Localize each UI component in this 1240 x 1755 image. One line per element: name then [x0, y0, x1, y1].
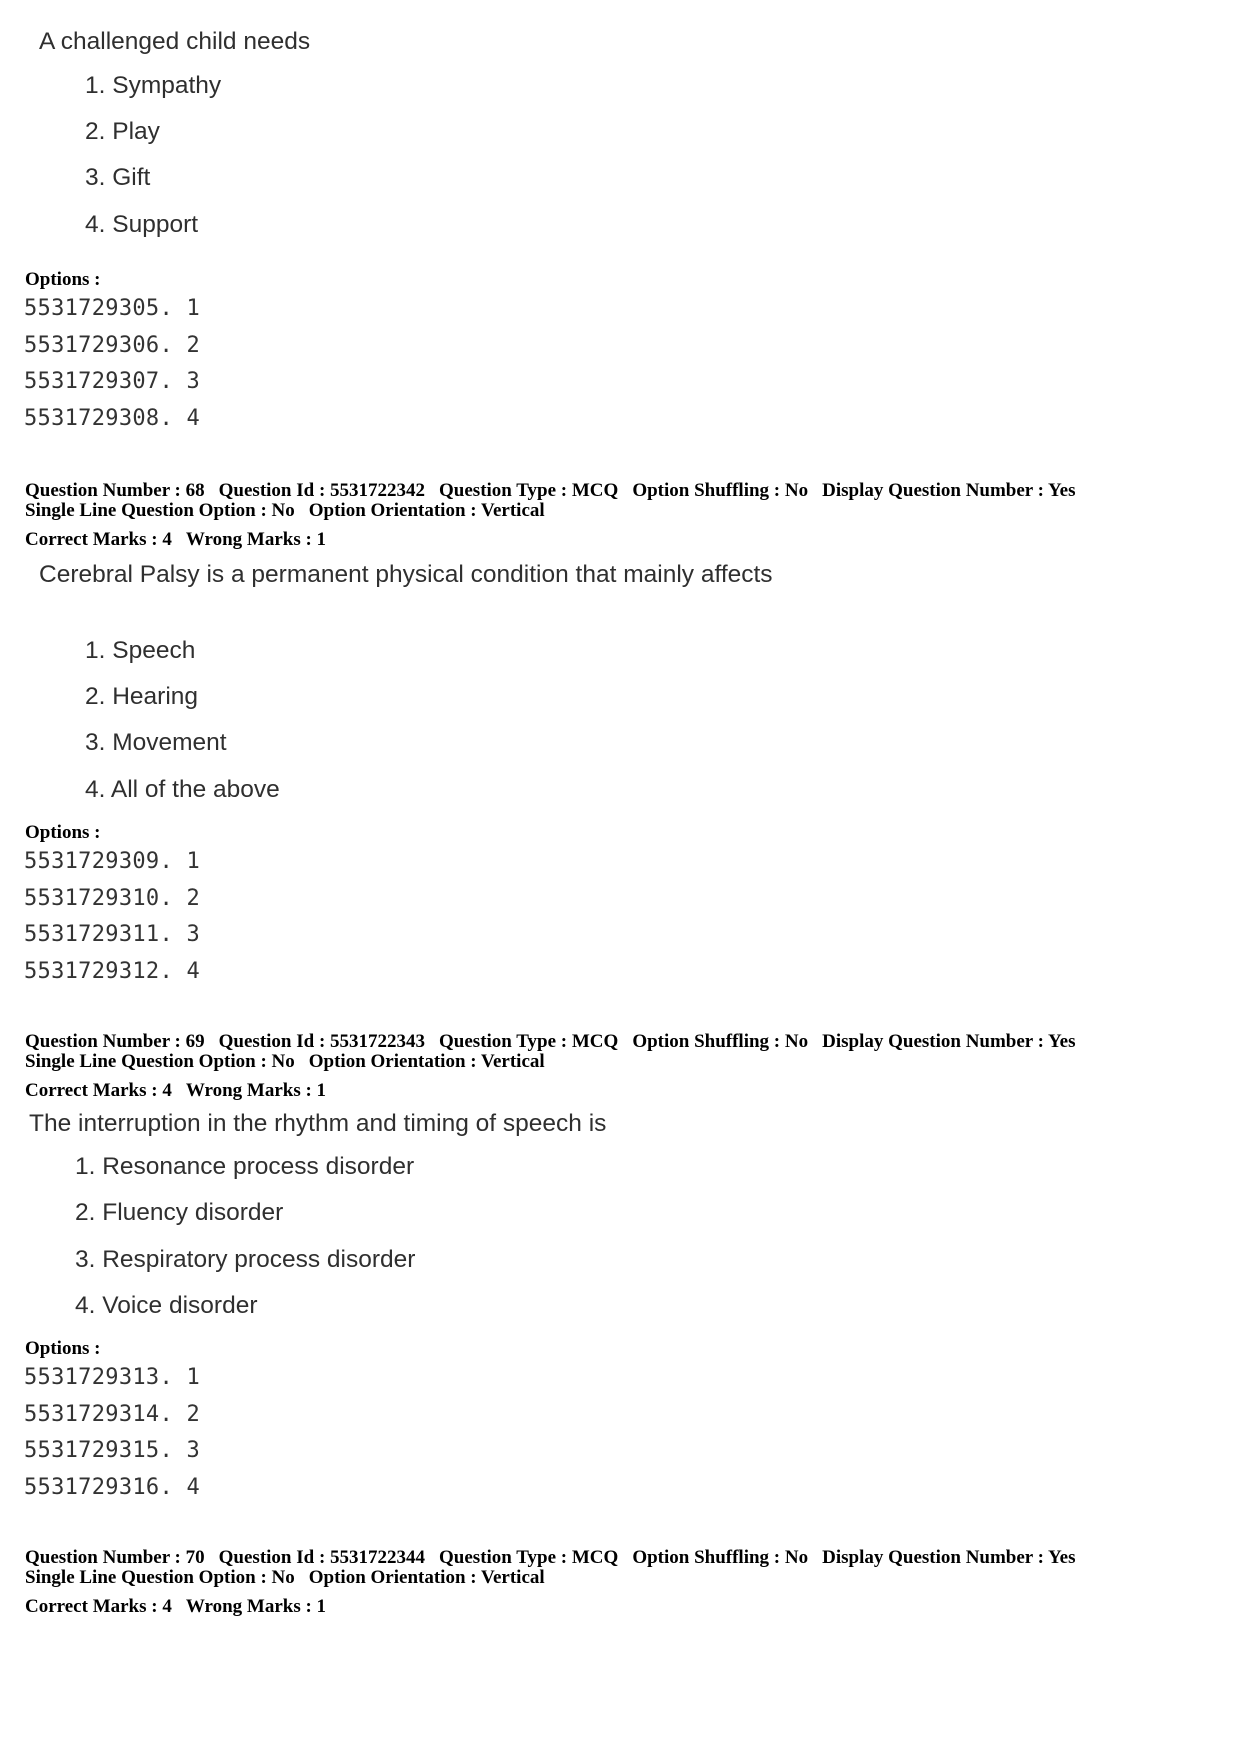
choice-1: 1. Resonance process disorder — [75, 1153, 415, 1180]
option-row: 5531729308. 4 — [24, 406, 201, 431]
question-meta-line-2 — [25, 501, 559, 521]
question-type: Question Type : MCQ — [439, 1547, 619, 1568]
option-shuffling: Option Shuffling : No — [632, 1031, 809, 1052]
choice-3: 3. Movement — [85, 729, 227, 756]
option-row: 5531729316. 4 — [24, 1475, 201, 1500]
option-row: 5531729313. 1 — [24, 1365, 201, 1390]
single-line-option: Single Line Question Option : No — [25, 1567, 295, 1588]
choice-2: 2. Fluency disorder — [75, 1199, 284, 1226]
display-question-number: Display Question Number : Yes — [822, 480, 1076, 501]
single-line-option: Single Line Question Option : No — [25, 1051, 295, 1072]
option-orientation: Option Orientation : Vertical — [308, 1567, 545, 1588]
option-row: 5531729315. 3 — [24, 1438, 201, 1463]
choice-2: 2. Hearing — [85, 683, 199, 710]
display-question-number: Display Question Number : Yes — [822, 1031, 1076, 1052]
choice-3: 3. Gift — [85, 164, 151, 191]
choice-1: 1. Speech — [85, 637, 196, 664]
marks-line — [25, 530, 340, 550]
choice-4: 4. Voice disorder — [75, 1292, 258, 1319]
option-orientation: Option Orientation : Vertical — [308, 500, 545, 521]
correct-marks: Correct Marks : 4 — [25, 1596, 172, 1617]
option-row: 5531729306. 2 — [24, 333, 201, 358]
marks-line — [25, 1081, 340, 1101]
choice-4: 4. All of the above — [85, 776, 280, 803]
question-meta-line-2 — [25, 1052, 559, 1072]
question-meta-line-2 — [25, 1568, 559, 1588]
option-row: 5531729311. 3 — [24, 922, 201, 947]
single-line-option: Single Line Question Option : No — [25, 500, 295, 521]
question-stem: The interruption in the rhythm and timing of speech is — [29, 1110, 607, 1137]
option-row: 5531729309. 1 — [24, 849, 201, 874]
option-row: 5531729312. 4 — [24, 959, 201, 984]
marks-line — [25, 1597, 340, 1617]
question-number: Question Number : 68 — [25, 480, 205, 501]
option-shuffling: Option Shuffling : No — [632, 1547, 809, 1568]
choice-4: 4. Support — [85, 211, 199, 238]
choice-1: 1. Sympathy — [85, 72, 222, 99]
option-row: 5531729307. 3 — [24, 369, 201, 394]
question-id: Question Id : 5531722343 — [218, 1031, 426, 1052]
wrong-marks: Wrong Marks : 1 — [185, 1080, 327, 1101]
correct-marks: Correct Marks : 4 — [25, 1080, 172, 1101]
option-row: 5531729314. 2 — [24, 1402, 201, 1427]
wrong-marks: Wrong Marks : 1 — [185, 529, 327, 550]
option-shuffling: Option Shuffling : No — [632, 480, 809, 501]
display-question-number: Display Question Number : Yes — [822, 1547, 1076, 1568]
options-label: Options : — [25, 269, 101, 290]
option-row: 5531729310. 2 — [24, 886, 201, 911]
wrong-marks: Wrong Marks : 1 — [185, 1596, 327, 1617]
question-number: Question Number : 69 — [25, 1031, 205, 1052]
option-orientation: Option Orientation : Vertical — [308, 1051, 545, 1072]
options-label: Options : — [25, 822, 101, 843]
question-meta-line — [25, 1032, 1089, 1052]
question-id: Question Id : 5531722344 — [218, 1547, 426, 1568]
question-meta-line — [25, 481, 1089, 501]
question-meta-line — [25, 1548, 1089, 1568]
question-stem: Cerebral Palsy is a permanent physical condition that mainly affects — [39, 561, 773, 588]
choice-3: 3. Respiratory process disorder — [75, 1246, 416, 1273]
question-id: Question Id : 5531722342 — [218, 480, 426, 501]
choice-2: 2. Play — [85, 118, 160, 145]
options-label: Options : — [25, 1338, 101, 1359]
correct-marks: Correct Marks : 4 — [25, 529, 172, 550]
question-number: Question Number : 70 — [25, 1547, 205, 1568]
question-stem: A challenged child needs — [39, 28, 311, 55]
question-type: Question Type : MCQ — [439, 1031, 619, 1052]
option-row: 5531729305. 1 — [24, 296, 201, 321]
question-type: Question Type : MCQ — [439, 480, 619, 501]
